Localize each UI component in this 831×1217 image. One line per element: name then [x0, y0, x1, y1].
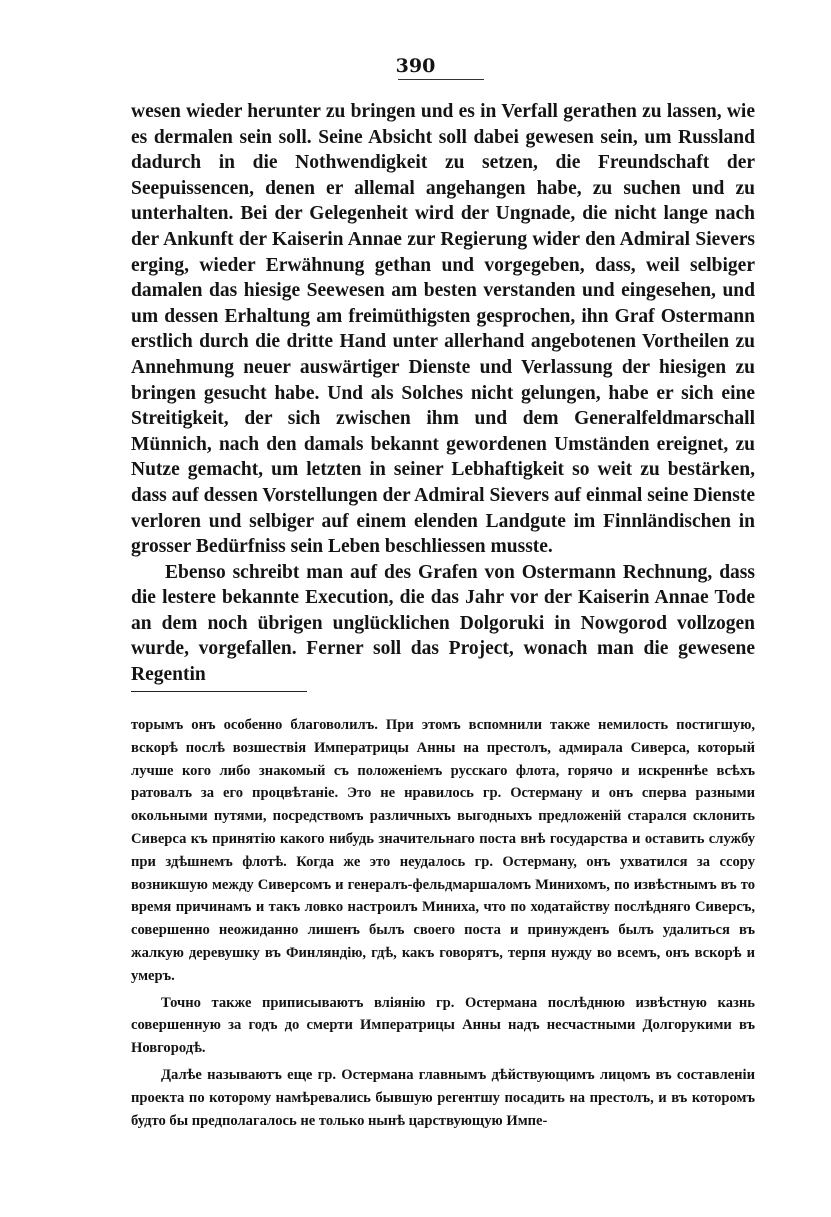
footnote-paragraph: торымъ онъ особенно благоволилъ. При этомъ вспомнили также немилость постигшую, вскорѣ послѣ возшествія Императрицы Анны на престолъ, адмирала Сиверса, который лучше кого либо знакомый съ положеніемъ русскаго флота, горячо и искреннѣе всѣхъ ратовалъ за его процвѣтаніе. Это не нравилось гр. Остерману и онъ сперва разными окольными путями, посредствомъ различныхъ выгодныхъ предложеній старался склонить Сиверса къ принятію какого нибудь значительнаго поста внѣ государства и оставить службу при здѣшнемъ флотѣ. Когда же это неудалось гр. Остерману, онъ ухватился за ссору возникшую между Сиверсомъ и генералъ-фельдмаршаломъ Минихомъ, по извѣстнымъ въ то время причинамъ и такъ ловко настроилъ Миниха, что по ходатайству послѣдняго Сиверсъ, совершенно неожиданно лишенъ былъ своего поста и принужденъ былъ удалиться въ жалкую деревушку въ Финляндію, гдѣ, какъ говорятъ, терпя нужду во всемъ, онъ вскорѣ и умеръ. — [131, 717, 755, 984]
footnote-divider — [131, 691, 307, 692]
page-number: 390 — [395, 55, 436, 77]
footnote-paragraph: Далѣе называютъ еще гр. Остермана главнымъ дѣйствующимъ лицомъ въ составленіи проекта по которому намѣревались бывшую регентшу посадить на престолъ, и въ которомъ будто бы предполагалось не только нынѣ царствующую Импе- — [131, 1066, 755, 1129]
main-paragraph: Ebenso schreibt man auf des Grafen von Ostermann Rechnung, dass die lestere bekannte Execution, die das Jahr vor der Kaiserin Annae Tode an dem noch übrigen unglücklichen Dolgoruki in Nowgorod vollzogen wurde, vorgefallen. Ferner soll das Project, wonach man die gewesene Regentin — [131, 561, 755, 686]
footnote-paragraph: Точно также приписываютъ вліянію гр. Остермана послѣднюю извѣстную казнь совершенную за годъ до смерти Императрицы Анны надъ несчастными Долгорукими въ Новгородѣ. — [131, 994, 755, 1057]
main-text — [131, 99, 755, 688]
footnote-text — [131, 714, 755, 1136]
main-paragraph: wesen wieder herunter zu bringen und es in Verfall gerathen zu lassen, wie es dermalen sein soll. Seine Absicht soll dabei gewesen sein, um Russland dadurch in die Nothwendigkeit zu setzen, die Freundschaft der Seepuissencen, denen er allemal angehangen habe, zu suchen und zu unterhalten. Bei der Gelegenheit wird der Ungnade, die nicht lange nach der Ankunft der Kaiserin Annae zur Regierung wider den Admiral Sievers erging, wieder Erwähnung gethan und vorgegeben, dass, weil selbiger damalen das hiesige Seewesen am besten verstanden und eingesehen, und um dessen Erhaltung am freimüthigsten gesprochen, ihn Graf Ostermann erstlich durch die dritte Hand unter allerhand angebotenen Vortheilen zu Annehmung neuer auswärtiger Dienste und Verlassung der hiesigen zu bringen gesucht habe. Und als Solches nicht gelungen, habe er sich eine Streitigkeit, der sich zwischen ihm und dem Generalfeldmarschall Münnich, nach den damals bekannt gewordenen Umständen ereignet, zu Nutze gemacht, um letzten in seiner Lebhaftigkeit so weit zu bestärken, dass auf dessen Vorstellungen der Admiral Sievers auf einmal seine Dienste verloren und selbiger auf einem elenden Landgute im Finnländischen in grosser Bedürfniss sein Leben beschliessen musste. — [131, 101, 755, 558]
page-number-rule — [398, 79, 484, 80]
